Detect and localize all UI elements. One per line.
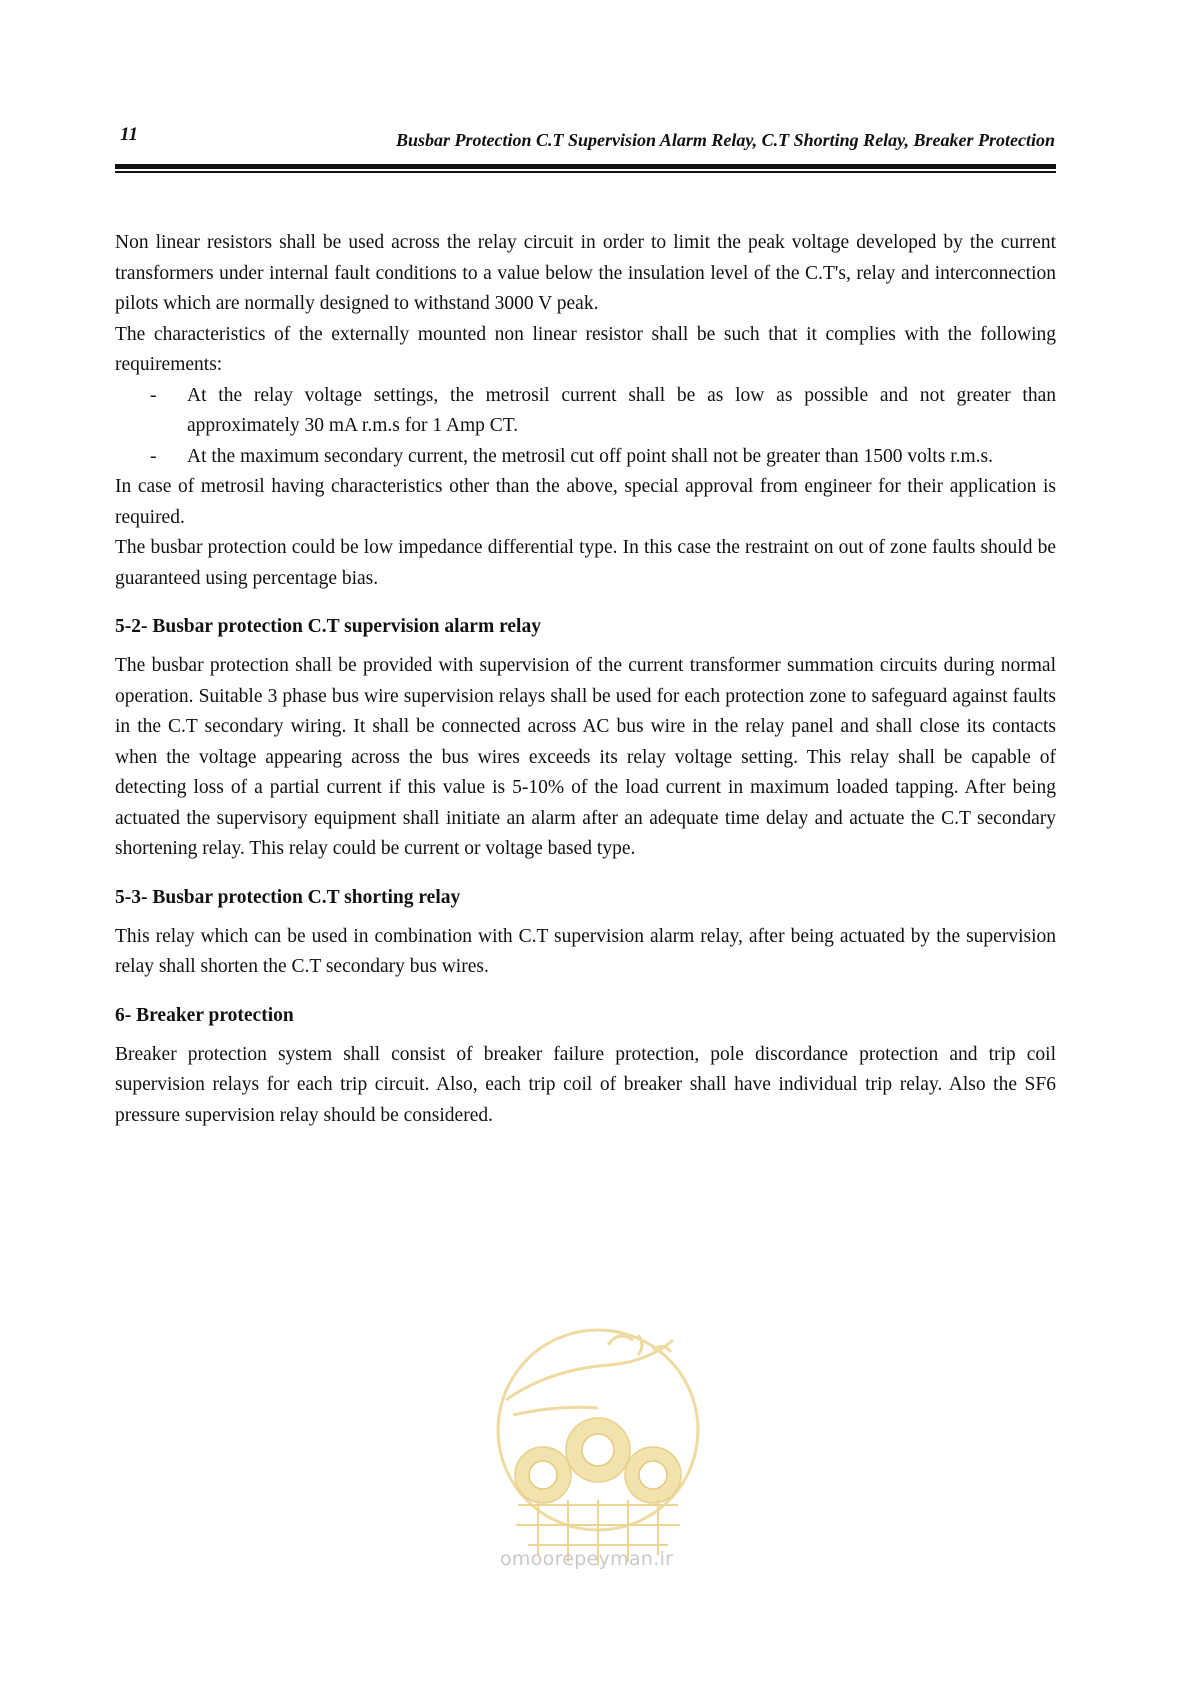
section-body: This relay which can be used in combination with C.T supervision alarm relay, after being actuated by the supervision relay shall shorten the C.T secondary bus wires. [115, 925, 1056, 977]
watermark-logo [488, 1310, 708, 1570]
page-body [115, 228, 1056, 1131]
section-heading: 5-2- Busbar protection C.T supervision alarm relay [115, 616, 541, 637]
section-heading: 5-3- Busbar protection C.T shorting relay [115, 886, 461, 908]
list-item-text: At the relay voltage settings, the metrosil current shall be as low as possible and not greater than approximately 30 mA r.m.s for 1 Amp CT. [187, 384, 1056, 436]
section-heading: 6- Breaker protection [115, 1004, 294, 1026]
bullet-dash: - [150, 384, 157, 406]
requirements-list [115, 381, 1056, 473]
watermark-site: omoorepeyman.ir [500, 1548, 674, 1570]
section-body: The busbar protection shall be provided with supervision of the current transformer summation circuits during normal operation. Suitable 3 phase bus wire supervision relays shall be used for each protection zone to safeguard against faults in the C.T secondary wiring. It shall be connected across AC bus wire in the relay panel and shall close its contacts when the voltage appearing across the bus wires exceeds its relay voltage setting. This relay shall be capable of detecting loss of a partial current if this value is 5-10% of the load current in maximum loaded tapping. After being actuated the supervisory equipment shall initiate an alarm after an adequate time delay and actuate the C.T secondary shortening relay. This relay could be current or voltage based type. [115, 655, 1056, 859]
header-rule-thick [115, 164, 1056, 169]
paragraph: Non linear resistors shall be used across the relay circuit in order to limit the peak voltage developed by the current transformers under internal fault conditions to a value below the insulation level of the C.T's, relay and interconnection pilots which are normally designed to withstand 3000 V peak. [115, 232, 1056, 314]
paragraph: The busbar protection could be low impedance differential type. In this case the restraint on out of zone faults should be guaranteed using percentage bias. [115, 537, 1056, 589]
page-number: 11 [120, 124, 138, 145]
section-body: Breaker protection system shall consist of breaker failure protection, pole discordance protection and trip coil supervision relays for each trip circuit. Also, each trip coil of breaker shall have individual trip relay. Also the SF6 pressure supervision relay should be considered. [115, 1043, 1056, 1126]
paragraph: The characteristics of the externally mounted non linear resistor shall be such that it complies with the following requirements: [115, 323, 1056, 375]
header-rule-thin [115, 171, 1056, 173]
running-head: Busbar Protection C.T Supervision Alarm Relay, C.T Shorting Relay, Breaker Protection [395, 130, 1055, 150]
paragraph: In case of metrosil having characteristics other than the above, special approval from engineer for their application is required. [115, 476, 1056, 528]
list-item-text: At the maximum secondary current, the metrosil cut off point shall not be greater than 1500 volts r.m.s. [187, 445, 994, 467]
bullet-dash: - [150, 445, 157, 467]
list-item [150, 381, 1056, 442]
list-item [150, 442, 1056, 473]
